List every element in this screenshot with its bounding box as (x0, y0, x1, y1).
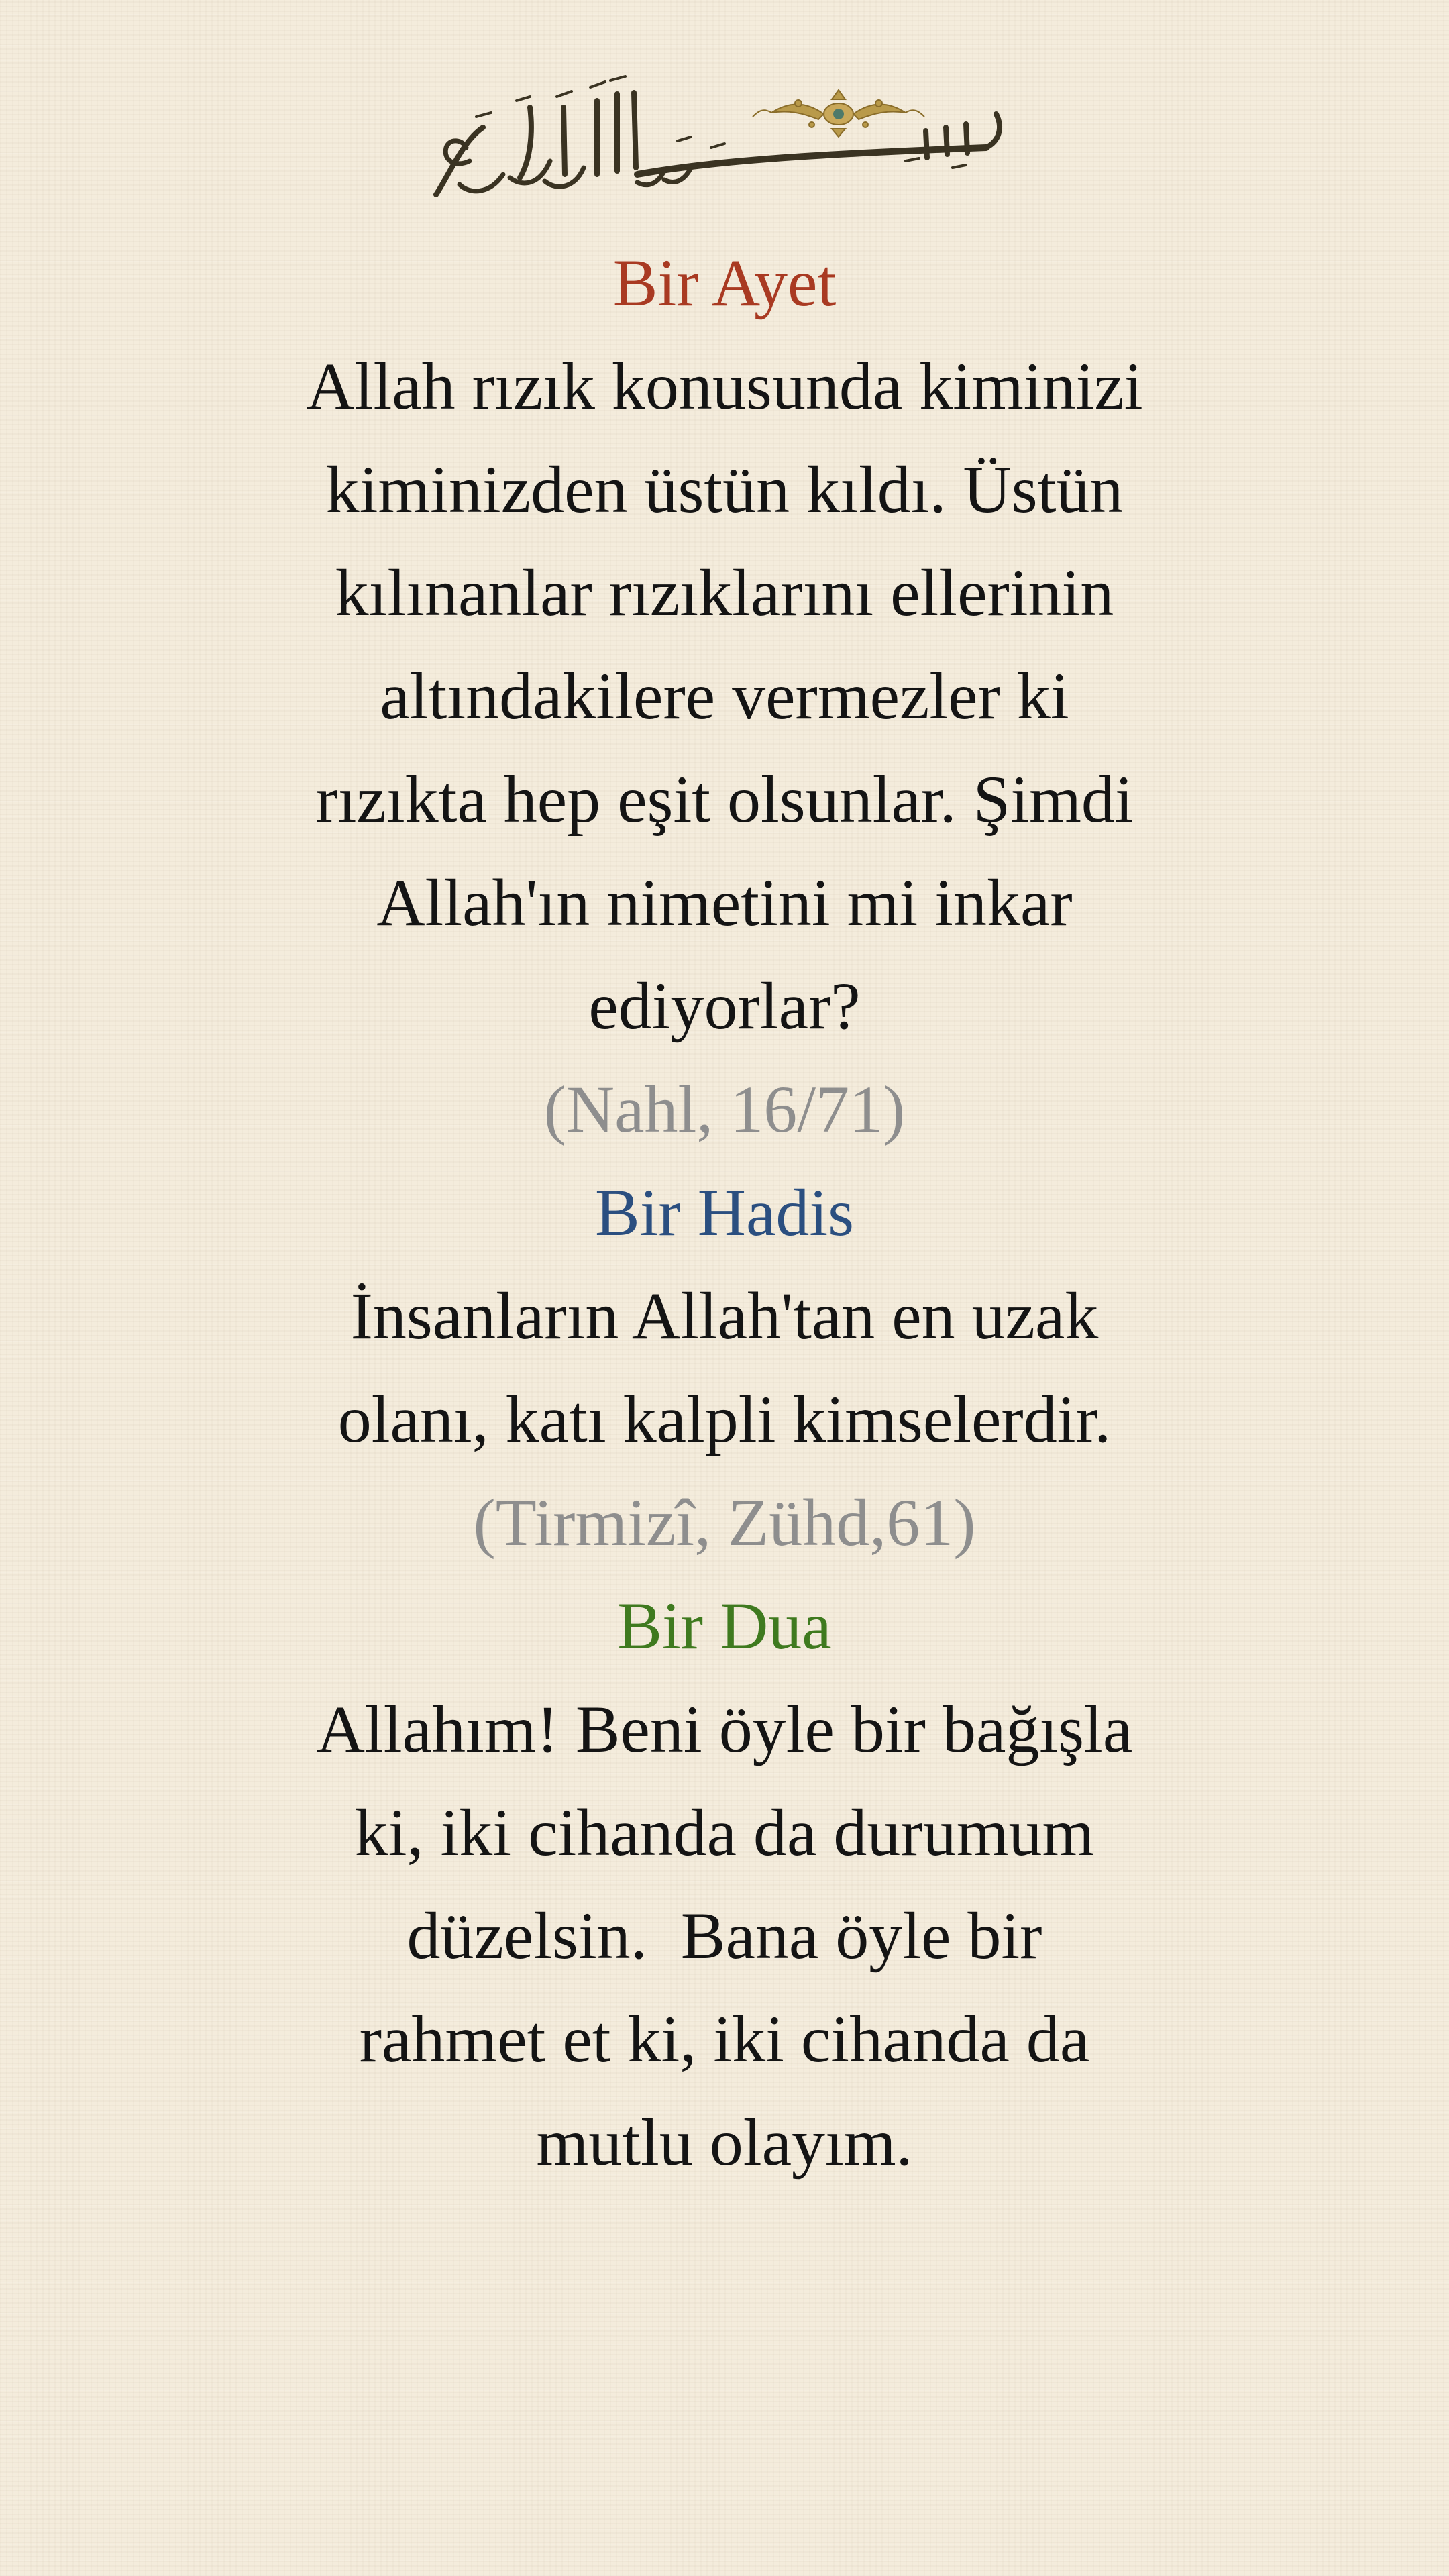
hadis-section (221, 1161, 1228, 1574)
ayet-heading: Bir Ayet (612, 246, 837, 320)
daily-content (221, 231, 1228, 2194)
dua-text (221, 1678, 1228, 2194)
ayet-text (221, 335, 1228, 1058)
ayet-line: kılınanlar rızıklarını ellerinin (335, 555, 1114, 630)
hadis-reference: (Tirmizî, Zühd,61) (473, 1485, 976, 1560)
ayet-line: Allah'ın nimetini mi inkar (376, 865, 1073, 940)
dua-line: Allahım! Beni öyle bir bağışla (316, 1692, 1133, 1766)
ornament-icon (753, 90, 924, 137)
ayet-line: Allah rızık konusunda kiminizi (306, 349, 1143, 423)
ayet-reference: (Nahl, 16/71) (543, 1072, 906, 1146)
ayet-line: altındakilere vermezler ki (380, 659, 1069, 733)
ayet-line: rızıkta hep eşit olsunlar. Şimdi (315, 762, 1134, 837)
dua-line: rahmet et ki, iki cihanda da (359, 2002, 1090, 2076)
dua-line: düzelsin. Bana öyle bir (407, 1898, 1042, 1973)
dua-heading: Bir Dua (617, 1589, 832, 1663)
ayet-section (221, 231, 1228, 1161)
ayet-line: ediyorlar? (588, 969, 861, 1043)
dua-section (221, 1574, 1228, 2194)
hadis-line: olanı, katı kalpli kimselerdir. (337, 1382, 1112, 1456)
dua-line: mutlu olayım. (536, 2105, 913, 2180)
hadis-text (221, 1265, 1228, 1471)
ayet-line: kiminizden üstün kıldı. Üstün (325, 452, 1124, 527)
basmala-calligraphy (396, 60, 1053, 221)
hadis-heading: Bir Hadis (594, 1175, 855, 1250)
hadis-line: İnsanların Allah'tan en uzak (350, 1279, 1099, 1353)
dua-line: ki, iki cihanda da durumum (354, 1795, 1095, 1870)
